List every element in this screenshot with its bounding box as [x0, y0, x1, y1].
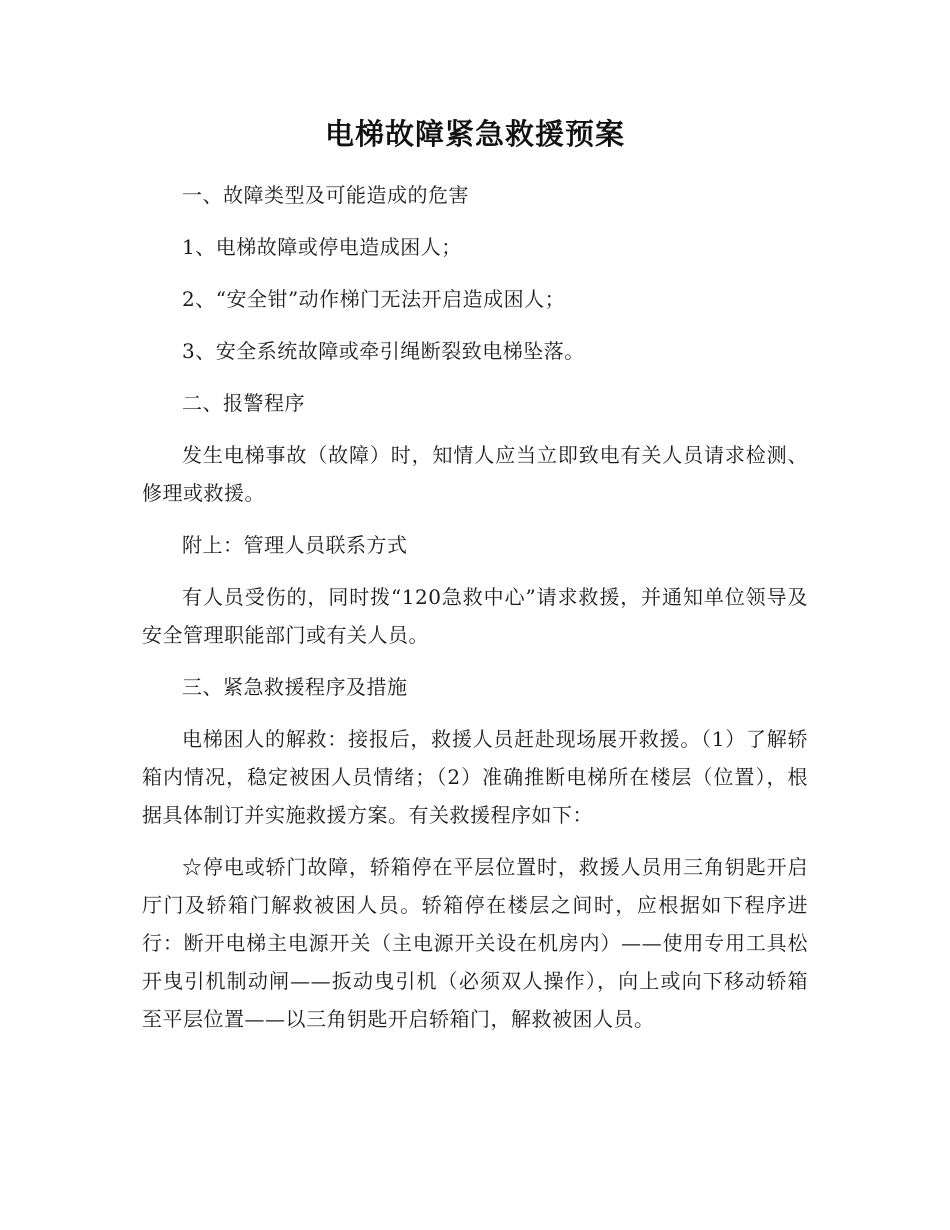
- rescue-paragraph: 电梯困人的解救：接报后，救援人员赶赴现场展开救援。（1）了解轿箱内情况，稳定被困人员情绪；（2）准确推断电梯所在楼层（位置），根据具体制订并实施救援方案。有关救援程序如下：: [142, 727, 808, 827]
- hazard-item-1: 1、电梯故障或停电造成困人；: [182, 235, 462, 259]
- section-heading-rescue: 三、紧急救援程序及措施: [182, 675, 408, 699]
- hazard-item-2: 2、“安全钳”动作梯门无法开启造成困人；: [182, 287, 566, 311]
- contact-note: 附上：管理人员联系方式: [182, 533, 408, 557]
- injury-paragraph: 有人员受伤的，同时拨“120急救中心”请求救援，并通知单位领导及安全管理职能部门或有关人员。: [142, 585, 808, 647]
- rescue-procedure-paragraph: ☆停电或轿门故障，轿箱停在平层位置时，救援人员用三角钥匙开启厅门及轿箱门解救被困人员。轿箱停在楼层之间时，应根据如下程序进行：断开电梯主电源开关（主电源开关设在机房内）——使用专用工具松开曳引机制动闸——扳动曳引机（必须双人操作），向上或向下移动轿箱至平层位置——以三角钥匙开启轿箱门，解救被困人员。: [142, 855, 808, 1031]
- document-page: [142, 112, 808, 1052]
- document-title: 电梯故障紧急救援预案: [324, 117, 625, 151]
- hazard-item-3: 3、安全系统故障或牵引绳断裂致电梯坠落。: [182, 339, 585, 363]
- alarm-paragraph: 发生电梯事故（故障）时，知情人应当立即致电有关人员请求检测、修理或救援。: [142, 443, 808, 505]
- section-heading-hazards: 一、故障类型及可能造成的危害: [182, 183, 469, 207]
- section-heading-alarm: 二、报警程序: [182, 391, 305, 415]
